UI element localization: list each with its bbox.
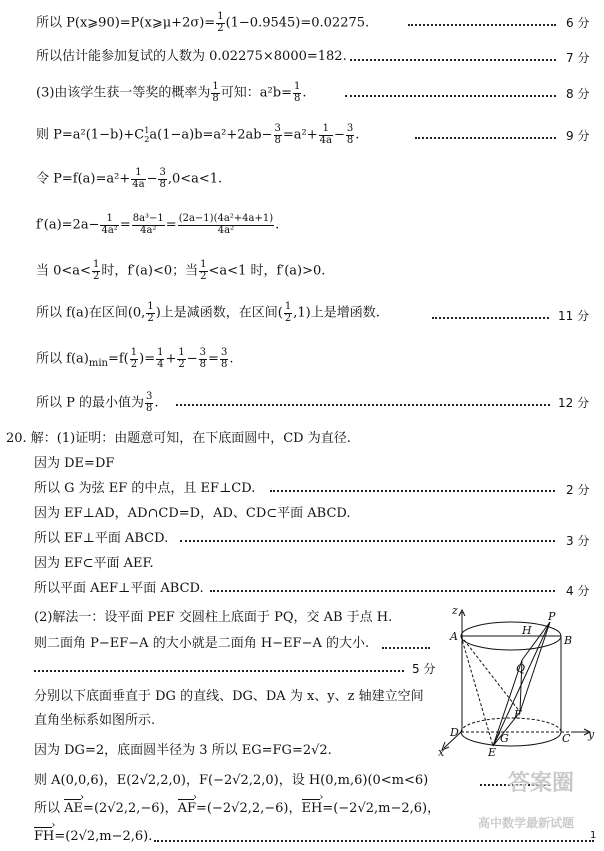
score-mark: 6 分 (566, 16, 590, 30)
p20-line: 分别以下底面垂直于 DG 的直线、DG、DA 为 x、y、z 轴建立空间 (34, 689, 424, 704)
line-estimate: 所以估计能参加复试的人数为 0.02275×8000=182. (36, 49, 347, 64)
line-part3: (3)由该学生获一等奖的概率为 $\frac{1}{8}$ 可知：a²b= $\frac{1}{8}$ . (36, 81, 307, 104)
dot-leader (180, 540, 555, 542)
dot-leader (382, 647, 430, 649)
frac-half: $\frac{1}{2}$ (217, 11, 224, 34)
dot-leader (345, 95, 556, 97)
p20-line: (2)解法一：设平面 PEF 交圆柱上底面于 PQ，交 AB 于点 H. (34, 610, 393, 625)
fig-label-f: F (514, 708, 522, 721)
p20-line: 所以 G 为弦 EF 的中点，且 EF⊥CD. (34, 481, 256, 496)
dot-leader (34, 670, 404, 672)
fig-label-z: z (452, 606, 458, 617)
fig-label-h: H (522, 624, 532, 637)
dot-leader (270, 490, 555, 492)
p20-line: 则二面角 P−EF−A 的大小就是二面角 H−EF−A 的大小. (34, 636, 370, 651)
p20-line-fh: FH ›=(2√2,m−2,6). (34, 830, 152, 843)
score-mark: 5 分 (412, 662, 436, 676)
line-min: 所以 $f(a)_{min}=f$( $\frac{1}{2}$ )= $\frac{1}{4}$ + $\frac{1}{2}$ − $\frac{3}{8}$ = $\frac{3}{8}$ . (36, 347, 234, 370)
p20-line: 因为 EF⊥AD，AD∩CD=D，AD、CD⊂平面 ABCD. (34, 506, 351, 521)
p20-line: 所以平面 AEF⊥平面 ABCD. (34, 581, 204, 596)
line-min-value: 所以 P 的最小值为 $\frac{3}{8}$ . (36, 391, 159, 414)
line-prob-p: 所以 P(x⩾90)=P(x⩾μ+2σ)= $\frac{1}{2}$ (1−0.9545)=0.02275. (36, 11, 370, 34)
fig-label-e: E (488, 746, 497, 756)
p20-line: 直角坐标系如图所示. (34, 713, 156, 728)
p20-line: 则 A(0,0,6)，E(2√2,2,0)，F(−2√2,2,0)，设 H(0,m,6)(0<m<6) (34, 773, 429, 788)
fig-label-g: G (500, 732, 509, 745)
p20-line: 因为 DG=2，底面圆半径为 3 所以 EG=FG=2√2. (34, 743, 332, 758)
score-mark: 12 分 (558, 396, 590, 410)
dot-leader (415, 137, 556, 139)
score-mark: 3 分 (566, 534, 590, 548)
line-p-expr: 则 $P=a^2(1-b)+C^1_2a(1-a)b=a^2+2ab-$ $\frac{3}{8}$ =a²+ $\frac{1}{4a}$ − $\frac{3}{8}$ . (36, 123, 360, 146)
score-mark: 8 分 (566, 87, 590, 101)
fig-label-y: y (588, 728, 595, 741)
score-mark: 7 分 (566, 51, 590, 65)
watermark-text: 高中数学最新试题 (478, 816, 575, 830)
p20-line: 因为 EF⊂平面 AEF. (34, 556, 154, 571)
fig-label-d: D (450, 726, 459, 739)
fig-label-x: x (438, 746, 445, 756)
fig-label-c: C (562, 732, 571, 745)
fig-label-a: A (450, 630, 458, 643)
fig-label-b: B (564, 634, 573, 647)
cylinder-figure (438, 606, 598, 756)
score-mark: 4 分 (566, 584, 590, 598)
fig-label-q: Q (516, 662, 526, 675)
score-mark: 11 分 (558, 309, 590, 323)
line-def-f: 令 P=f(a)=a²+ $\frac{1}{4a}$ − $\frac{3}{8}$ ,0<a<1. (36, 167, 223, 190)
score-mark: 1 (590, 830, 597, 841)
line-derivative: f′(a)=2a− $\frac{1}{\text{4a²}}$ = $\frac{\text{8a³−1}}{\text{4a²}}$ = $\frac{\text{(2a−1)(4a²+4a+1)}}{\text{4a²}}$ . (36, 213, 280, 236)
fig-label-p: P (548, 610, 556, 623)
p20-line-vectors: 所以 AE ›=(2√2,2,−6)，AF ›=(−2√2,2,−6)，EH ›=(−2√2,m−2,6)， (34, 802, 440, 815)
score-mark: 2 分 (566, 483, 590, 497)
p20-line: 所以 EF⊥平面 ABCD. (34, 531, 169, 546)
watermark-logo: 答案圈 (508, 771, 575, 796)
dot-leader (432, 317, 549, 319)
line-sign: 当 0<a< $\frac{1}{2}$ 时，f′(a)<0；当 $\frac{1}{2}$ <a<1 时，f′(a)>0. (36, 259, 326, 282)
p20-line: 因为 DE=DF (34, 456, 115, 471)
line-monotonic: 所以 f(a)在区间(0, $\frac{1}{2}$ )上是减函数，在区间( $\frac{1}{2}$ ,1)上是增函数. (36, 301, 380, 324)
dot-leader (350, 59, 556, 61)
dot-leader (154, 840, 594, 842)
dot-leader (176, 404, 550, 406)
p20-head: 20. 解：(1)证明：由题意可知，在下底面圆中，CD 为直径. (6, 431, 351, 446)
dot-leader (408, 24, 556, 26)
dot-leader (210, 590, 555, 592)
score-mark: 9 分 (566, 129, 590, 143)
